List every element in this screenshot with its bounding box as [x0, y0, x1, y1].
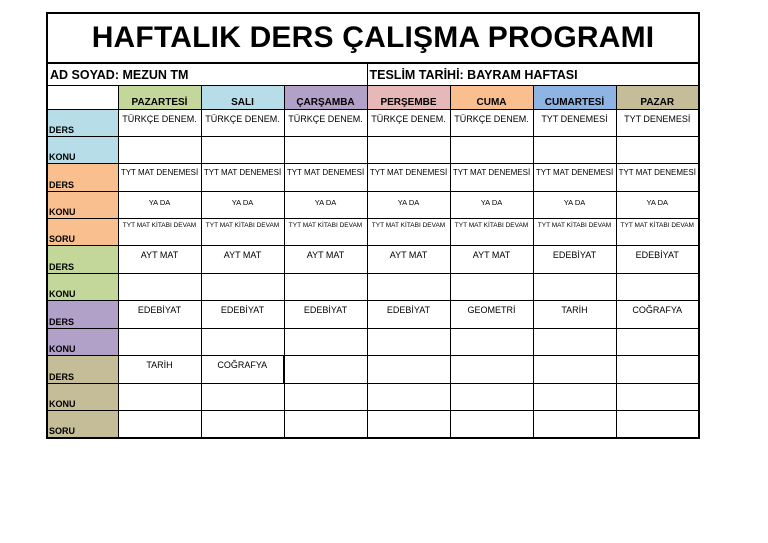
day-header: PAZAR	[616, 86, 699, 110]
schedule-cell[interactable]	[450, 411, 533, 439]
day-header-row	[47, 86, 699, 110]
schedule-cell[interactable]	[118, 411, 201, 439]
schedule-cell[interactable]: AYT MAT	[201, 246, 284, 274]
row-label: DERS	[47, 356, 118, 384]
schedule-cell[interactable]: TYT MAT DENEMESİ	[367, 164, 450, 192]
schedule-cell[interactable]	[616, 329, 699, 356]
schedule-cell[interactable]	[450, 137, 533, 164]
schedule-cell[interactable]	[533, 329, 616, 356]
schedule-cell[interactable]: AYT MAT	[367, 246, 450, 274]
day-header: CUMA	[450, 86, 533, 110]
schedule-cell[interactable]: YA DA	[201, 192, 284, 219]
day-header: CUMARTESİ	[533, 86, 616, 110]
schedule-cell[interactable]	[616, 356, 699, 384]
schedule-cell[interactable]: AYT MAT	[118, 246, 201, 274]
schedule-cell[interactable]: COĞRAFYA	[616, 301, 699, 329]
schedule-cell[interactable]	[616, 411, 699, 439]
day-header: PAZARTESİ	[118, 86, 201, 110]
schedule-row	[47, 411, 699, 439]
schedule-cell[interactable]	[367, 274, 450, 301]
schedule-row	[47, 164, 699, 192]
schedule-table	[46, 12, 700, 439]
schedule-row	[47, 329, 699, 356]
info-row	[47, 63, 699, 86]
schedule-cell[interactable]: EDEBİYAT	[367, 301, 450, 329]
row-label: DERS	[47, 246, 118, 274]
schedule-cell[interactable]: TYT MAT KİTABI DEVAM	[616, 219, 699, 246]
schedule-cell[interactable]	[533, 411, 616, 439]
schedule-cell[interactable]	[201, 274, 284, 301]
schedule-cell[interactable]: COĞRAFYA	[201, 356, 284, 384]
schedule-cell[interactable]: YA DA	[616, 192, 699, 219]
row-label: SORU	[47, 411, 118, 439]
schedule-cell[interactable]: TYT MAT DENEMESİ	[118, 164, 201, 192]
schedule-cell[interactable]: TÜRKÇE DENEM.	[201, 110, 284, 137]
schedule-cell[interactable]: TARİH	[118, 356, 201, 384]
day-header: SALI	[201, 86, 284, 110]
schedule-cell[interactable]: TARİH	[533, 301, 616, 329]
schedule-cell[interactable]: TYT MAT DENEMESİ	[533, 164, 616, 192]
schedule-cell[interactable]	[118, 274, 201, 301]
row-label: DERS	[47, 301, 118, 329]
corner-cell	[47, 86, 118, 110]
schedule-cell[interactable]: YA DA	[367, 192, 450, 219]
row-label: DERS	[47, 110, 118, 137]
schedule-row	[47, 246, 699, 274]
schedule-cell[interactable]	[118, 137, 201, 164]
schedule-cell[interactable]: TYT MAT KİTABI DEVAM	[284, 219, 367, 246]
schedule-cell[interactable]: TÜRKÇE DENEM.	[284, 110, 367, 137]
schedule-cell[interactable]	[616, 384, 699, 411]
schedule-cell[interactable]	[201, 411, 284, 439]
schedule-cell[interactable]	[533, 274, 616, 301]
schedule-cell[interactable]	[533, 137, 616, 164]
schedule-cell[interactable]: TYT DENEMESİ	[533, 110, 616, 137]
schedule-cell[interactable]	[201, 137, 284, 164]
row-label: KONU	[47, 192, 118, 219]
student-name: AD SOYAD: MEZUN TM	[47, 63, 367, 86]
schedule-cell[interactable]: AYT MAT	[450, 246, 533, 274]
schedule-cell[interactable]	[284, 356, 367, 384]
schedule-row	[47, 274, 699, 301]
schedule-cell[interactable]	[533, 384, 616, 411]
schedule-cell[interactable]: AYT MAT	[284, 246, 367, 274]
schedule-row	[47, 219, 699, 246]
row-label: KONU	[47, 137, 118, 164]
schedule-cell[interactable]	[450, 274, 533, 301]
schedule-cell[interactable]	[201, 329, 284, 356]
schedule-cell[interactable]: TYT MAT DENEMESİ	[284, 164, 367, 192]
schedule-cell[interactable]	[450, 329, 533, 356]
schedule-cell[interactable]: TYT DENEMESİ	[616, 110, 699, 137]
schedule-cell[interactable]	[284, 274, 367, 301]
schedule-cell[interactable]	[616, 274, 699, 301]
row-label: SORU	[47, 219, 118, 246]
schedule-cell[interactable]: TYT MAT DENEMESİ	[450, 164, 533, 192]
schedule-cell[interactable]: TYT MAT KİTABI DEVAM	[533, 219, 616, 246]
row-label: KONU	[47, 329, 118, 356]
schedule-cell[interactable]: TYT MAT KİTABI DEVAM	[201, 219, 284, 246]
schedule-cell[interactable]	[367, 356, 450, 384]
schedule-cell[interactable]	[118, 384, 201, 411]
schedule-cell[interactable]: EDEBİYAT	[616, 246, 699, 274]
schedule-row	[47, 356, 699, 384]
schedule-cell[interactable]: TYT MAT KİTABI DEVAM	[367, 219, 450, 246]
row-label: DERS	[47, 164, 118, 192]
schedule-cell[interactable]: TYT MAT KİTABI DEVAM	[450, 219, 533, 246]
schedule-row	[47, 110, 699, 137]
schedule-cell[interactable]	[367, 137, 450, 164]
day-header: ÇARŞAMBA	[284, 86, 367, 110]
schedule-cell[interactable]	[284, 411, 367, 439]
row-label: KONU	[47, 274, 118, 301]
schedule-cell[interactable]: TÜRKÇE DENEM.	[450, 110, 533, 137]
schedule-cell[interactable]	[201, 384, 284, 411]
schedule-row	[47, 384, 699, 411]
schedule-cell[interactable]	[367, 384, 450, 411]
schedule-cell[interactable]: EDEBİYAT	[284, 301, 367, 329]
schedule-cell[interactable]: GEOMETRİ	[450, 301, 533, 329]
schedule-cell[interactable]: YA DA	[118, 192, 201, 219]
schedule-cell[interactable]	[367, 411, 450, 439]
row-label: KONU	[47, 384, 118, 411]
schedule-cell[interactable]: EDEBİYAT	[533, 246, 616, 274]
schedule-cell[interactable]	[284, 137, 367, 164]
schedule-row	[47, 137, 699, 164]
schedule-cell[interactable]	[450, 356, 533, 384]
schedule-row	[47, 301, 699, 329]
schedule-cell[interactable]: TYT MAT KİTABI DEVAM	[118, 219, 201, 246]
schedule-cell[interactable]: EDEBİYAT	[201, 301, 284, 329]
page-title: HAFTALIK DERS ÇALIŞMA PROGRAMI	[47, 13, 699, 63]
deadline: TESLİM TARİHİ: BAYRAM HAFTASI	[367, 63, 699, 86]
schedule-cell[interactable]: TÜRKÇE DENEM.	[118, 110, 201, 137]
schedule-cell[interactable]: YA DA	[284, 192, 367, 219]
schedule-cell[interactable]: EDEBİYAT	[118, 301, 201, 329]
schedule-cell[interactable]	[616, 137, 699, 164]
schedule-cell[interactable]	[284, 329, 367, 356]
schedule-cell[interactable]: TÜRKÇE DENEM.	[367, 110, 450, 137]
day-header: PERŞEMBE	[367, 86, 450, 110]
schedule-cell[interactable]	[284, 384, 367, 411]
schedule-row	[47, 192, 699, 219]
schedule-cell[interactable]	[118, 329, 201, 356]
schedule-cell[interactable]	[367, 329, 450, 356]
schedule-cell[interactable]: TYT MAT DENEMESİ	[616, 164, 699, 192]
title-row	[47, 13, 699, 63]
schedule-cell[interactable]: YA DA	[533, 192, 616, 219]
schedule-cell[interactable]	[533, 356, 616, 384]
schedule-cell[interactable]: TYT MAT DENEMESİ	[201, 164, 284, 192]
schedule-cell[interactable]: YA DA	[450, 192, 533, 219]
schedule-cell[interactable]	[450, 384, 533, 411]
